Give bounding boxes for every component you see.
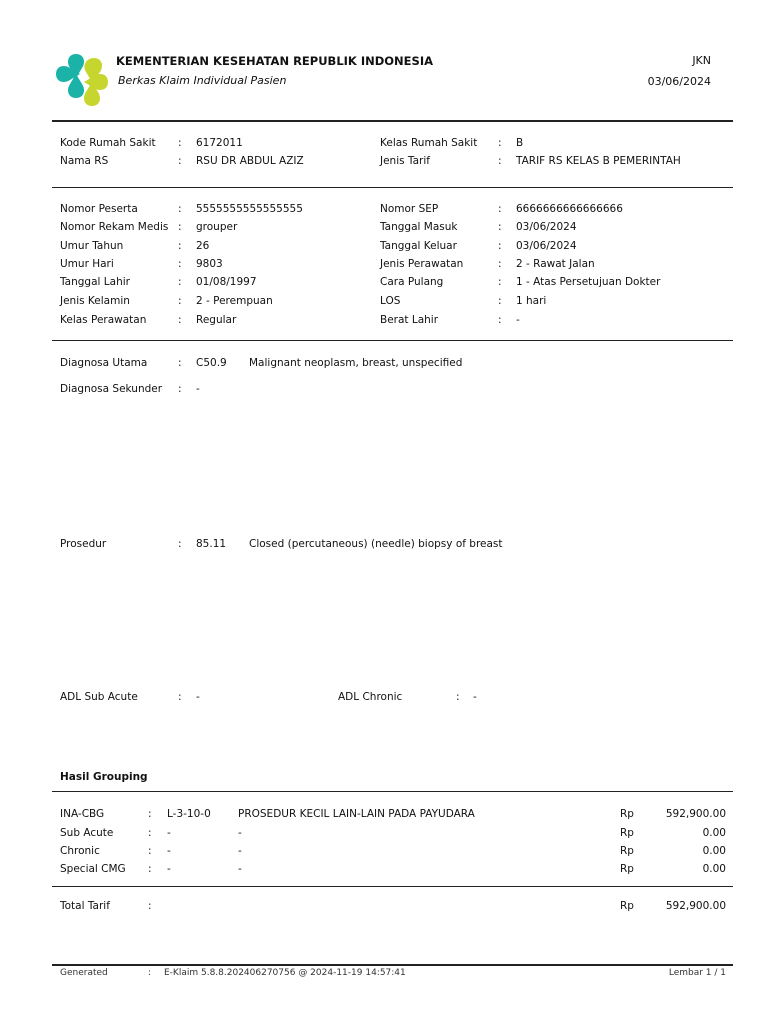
diagnosa-sekunder-value: - <box>196 383 200 395</box>
patient-field-colon: : <box>498 258 502 270</box>
total-tarif-amount: 592,900.00 <box>665 900 726 912</box>
grouping-row-amount: 592,900.00 <box>665 808 726 820</box>
prosedur-code: 85.11 <box>196 538 227 550</box>
adl-chronic-label: ADL Chronic <box>338 691 403 703</box>
grouping-row-desc: - <box>238 827 242 839</box>
footer-divider <box>52 964 733 966</box>
grouping-divider <box>52 791 733 792</box>
program-label: JKN <box>692 54 711 67</box>
adl-chronic-value: - <box>473 691 477 703</box>
grouping-row-amount: 0.00 <box>702 863 726 875</box>
patient-field-label: Jenis Perawatan <box>380 258 464 270</box>
grouping-row-desc: PROSEDUR KECIL LAIN-LAIN PADA PAYUDARA <box>238 808 475 820</box>
patient-field-colon: : <box>178 221 182 233</box>
footer-generated-colon: : <box>148 968 152 978</box>
total-tarif-colon: : <box>148 900 152 912</box>
diagnosa-utama-colon: : <box>178 357 182 369</box>
diagnosa-sekunder-colon: : <box>178 383 182 395</box>
patient-field-value: 03/06/2024 <box>516 240 577 252</box>
footer-generated-value: E-Klaim 5.8.8.202406270756 @ 2024-11-19 14:57:41 <box>164 968 406 978</box>
patient-field-value: - <box>516 314 520 326</box>
grouping-title: Hasil Grouping <box>60 771 148 783</box>
grouping-row-colon: : <box>148 808 152 820</box>
patient-field-colon: : <box>498 295 502 307</box>
kode-rs-colon: : <box>178 137 182 149</box>
patient-field-colon: : <box>498 276 502 288</box>
grouping-row-currency: Rp <box>620 845 634 857</box>
patient-field-value: grouper <box>196 221 238 233</box>
patient-field-value: 5555555555555555 <box>196 203 303 215</box>
grouping-row-code: - <box>167 827 171 839</box>
grouping-row-currency: Rp <box>620 827 634 839</box>
footer-generated-label: Generated <box>60 968 108 978</box>
adl-chronic-colon: : <box>456 691 460 703</box>
jenis-tarif-colon: : <box>498 155 502 167</box>
patient-field-value: 2 - Rawat Jalan <box>516 258 595 270</box>
patient-field-value: 01/08/1997 <box>196 276 257 288</box>
grouping-row-code: L-3-10-0 <box>167 808 211 820</box>
nama-rs-value: RSU DR ABDUL AZIZ <box>196 155 304 167</box>
patient-field-colon: : <box>498 314 502 326</box>
prosedur-desc: Closed (percutaneous) (needle) biopsy of breast <box>249 538 503 550</box>
ministry-logo <box>54 52 110 110</box>
patient-field-value: 2 - Perempuan <box>196 295 273 307</box>
patient-field-label: Umur Tahun <box>60 240 124 252</box>
patient-field-value: 6666666666666666 <box>516 203 623 215</box>
nama-rs-label: Nama RS <box>60 155 109 167</box>
patient-field-colon: : <box>178 203 182 215</box>
diagnosa-sekunder-label: Diagnosa Sekunder <box>60 383 163 395</box>
adl-sub-acute-label: ADL Sub Acute <box>60 691 138 703</box>
header-divider <box>52 120 733 122</box>
patient-field-label: Jenis Kelamin <box>60 295 130 307</box>
patient-field-colon: : <box>178 276 182 288</box>
kelas-rs-value: B <box>516 137 524 149</box>
total-tarif-currency: Rp <box>620 900 634 912</box>
patient-field-colon: : <box>498 221 502 233</box>
kode-rs-value: 6172011 <box>196 137 243 149</box>
patient-field-colon: : <box>498 240 502 252</box>
grouping-row-currency: Rp <box>620 808 634 820</box>
kode-rs-label: Kode Rumah Sakit <box>60 137 156 149</box>
kelas-rs-label: Kelas Rumah Sakit <box>380 137 478 149</box>
total-tarif-label: Total Tarif <box>60 900 110 912</box>
grouping-row-desc: - <box>238 863 242 875</box>
patient-field-label: Nomor Rekam Medis <box>60 221 169 233</box>
diagnosa-utama-desc: Malignant neoplasm, breast, unspecified <box>249 357 463 369</box>
grouping-row-colon: : <box>148 863 152 875</box>
patient-field-value: 03/06/2024 <box>516 221 577 233</box>
patient-field-colon: : <box>178 314 182 326</box>
grouping-row-code: - <box>167 845 171 857</box>
total-divider <box>52 886 733 887</box>
patient-field-label: Tanggal Masuk <box>380 221 458 233</box>
prosedur-label: Prosedur <box>60 538 107 550</box>
grouping-row-label: Chronic <box>60 845 100 857</box>
patient-field-value: 1 hari <box>516 295 547 307</box>
document-subtitle: Berkas Klaim Individual Pasien <box>118 74 287 87</box>
prosedur-colon: : <box>178 538 182 550</box>
patient-field-label: Tanggal Lahir <box>60 276 130 288</box>
jenis-tarif-label: Jenis Tarif <box>380 155 430 167</box>
grouping-row-amount: 0.00 <box>702 845 726 857</box>
patient-field-value: 9803 <box>196 258 223 270</box>
patient-field-label: LOS <box>380 295 401 307</box>
grouping-row-amount: 0.00 <box>702 827 726 839</box>
document-date: 03/06/2024 <box>647 75 711 88</box>
patient-field-label: Cara Pulang <box>380 276 444 288</box>
patient-field-value: Regular <box>196 314 237 326</box>
patient-field-label: Umur Hari <box>60 258 114 270</box>
ministry-title: KEMENTERIAN KESEHATAN REPUBLIK INDONESIA <box>116 54 434 68</box>
patient-field-value: 1 - Atas Persetujuan Dokter <box>516 276 661 288</box>
kelas-rs-colon: : <box>498 137 502 149</box>
patient-divider <box>52 340 733 341</box>
adl-sub-acute-value: - <box>196 691 200 703</box>
patient-field-label: Kelas Perawatan <box>60 314 147 326</box>
grouping-row-colon: : <box>148 845 152 857</box>
patient-field-label: Nomor SEP <box>380 203 439 215</box>
nama-rs-colon: : <box>178 155 182 167</box>
patient-field-value: 26 <box>196 240 210 252</box>
patient-field-label: Berat Lahir <box>380 314 439 326</box>
diagnosa-utama-code: C50.9 <box>196 357 227 369</box>
grouping-row-colon: : <box>148 827 152 839</box>
hospital-divider <box>52 187 733 188</box>
patient-field-colon: : <box>178 258 182 270</box>
grouping-row-code: - <box>167 863 171 875</box>
jenis-tarif-value: TARIF RS KELAS B PEMERINTAH <box>516 155 681 167</box>
grouping-row-desc: - <box>238 845 242 857</box>
patient-field-label: Tanggal Keluar <box>380 240 457 252</box>
grouping-row-label: INA-CBG <box>60 808 105 820</box>
patient-field-label: Nomor Peserta <box>60 203 138 215</box>
grouping-row-currency: Rp <box>620 863 634 875</box>
adl-sub-acute-colon: : <box>178 691 182 703</box>
footer-page-number: Lembar 1 / 1 <box>668 968 726 978</box>
grouping-row-label: Sub Acute <box>60 827 114 839</box>
patient-field-colon: : <box>498 203 502 215</box>
ministry-logo-icon <box>54 52 110 110</box>
diagnosa-utama-label: Diagnosa Utama <box>60 357 148 369</box>
patient-field-colon: : <box>178 240 182 252</box>
grouping-row-label: Special CMG <box>60 863 126 875</box>
patient-field-colon: : <box>178 295 182 307</box>
